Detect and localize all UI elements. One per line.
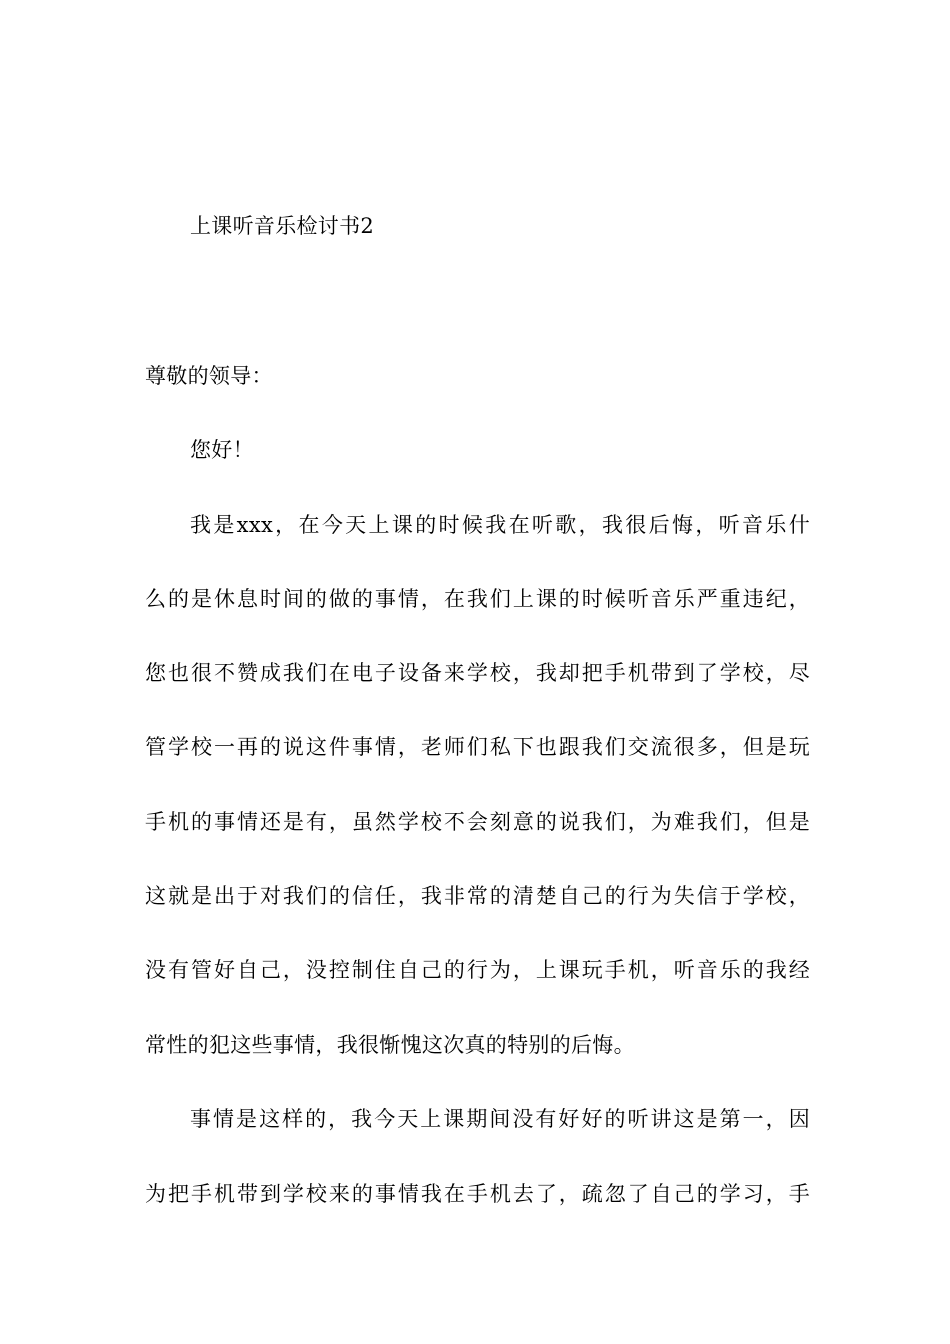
paragraph-line: 么的是休息时间的做的事情，在我们上课的时候听音乐严重违纪， <box>145 587 810 611</box>
salutation: 尊敬的领导： <box>145 364 273 388</box>
paragraph-line: 常性的犯这些事情，我很惭愧这次真的特别的后悔。 <box>145 1033 635 1057</box>
document-title: 上课听音乐检讨书2 <box>190 214 375 238</box>
paragraph-line: 我是xxx，在今天上课的时候我在听歌，我很后悔，听音乐什 <box>190 513 810 537</box>
paragraph-line: 没有管好自己，没控制住自己的行为，上课玩手机，听音乐的我经 <box>145 958 810 982</box>
paragraph-line: 您也很不赞成我们在电子设备来学校，我却把手机带到了学校，尽 <box>145 661 810 685</box>
paragraph-line: 手机的事情还是有，虽然学校不会刻意的说我们，为难我们，但是 <box>145 810 810 834</box>
paragraph-line: 为把手机带到学校来的事情我在手机去了，疏忽了自己的学习，手 <box>145 1182 810 1206</box>
greeting: 您好！ <box>190 438 254 462</box>
paragraph-line: 这就是出于对我们的信任，我非常的清楚自己的行为失信于学校， <box>145 884 810 908</box>
paragraph-line: 管学校一再的说这件事情，老师们私下也跟我们交流很多，但是玩 <box>145 735 810 759</box>
paragraph-line: 事情是这样的，我今天上课期间没有好好的听讲这是第一，因 <box>190 1107 810 1131</box>
